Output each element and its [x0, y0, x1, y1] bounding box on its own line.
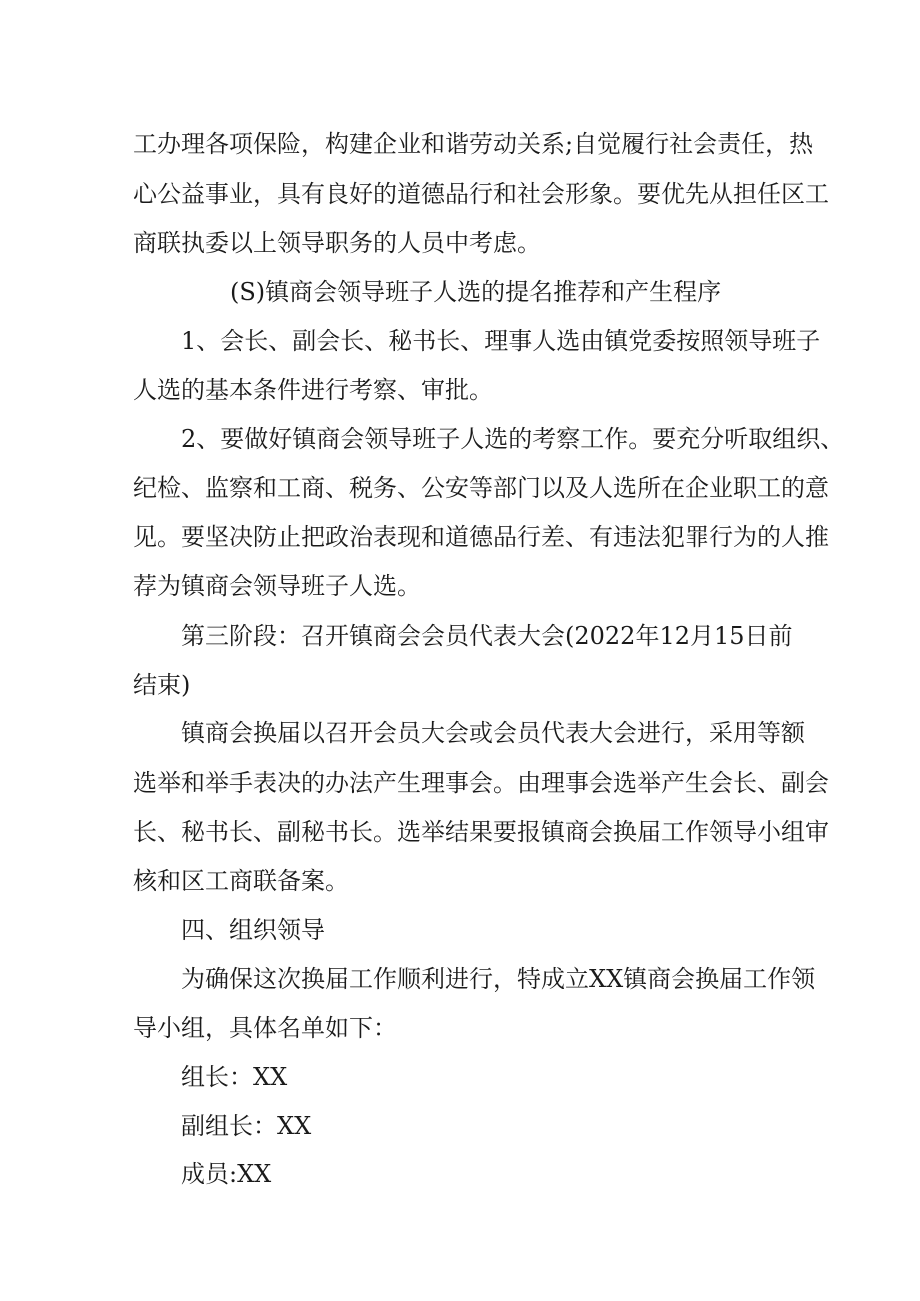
roster-leader: 组长：XX: [181, 1063, 288, 1091]
paragraph-line: 选举和举手表决的办法产生理事会。由理事会选举产生会长、副会: [133, 769, 829, 797]
stage-heading: 结束): [133, 671, 191, 699]
list-item-line: 纪检、监察和工商、税务、公安等部门以及人选所在企业职工的意: [133, 474, 829, 502]
list-item-line: 2、要做好镇商会领导班子人选的考察工作。要充分听取组织、: [181, 425, 845, 453]
paragraph-line: 导小组，具体名单如下：: [133, 1014, 397, 1042]
paragraph-line: 核和区工商联备案。: [133, 867, 349, 895]
paragraph-line: 为确保这次换届工作顺利进行，特成立XX镇商会换届工作领: [181, 965, 816, 993]
paragraph-line: 工办理各项保险，构建企业和谐劳动关系;自觉履行社会责任，热: [133, 130, 814, 158]
list-item-line: 人选的基本条件进行考察、审批。: [133, 376, 493, 404]
paragraph-line: 镇商会换届以召开会员大会或会员代表大会进行，采用等额: [181, 719, 805, 747]
roster-deputy: 副组长：XX: [181, 1112, 312, 1140]
section-heading: 四、组织领导: [181, 916, 325, 944]
roster-members: 成员:XX: [181, 1160, 272, 1188]
list-item-line: 1、会长、副会长、秘书长、理事人选由镇党委按照领导班子: [181, 327, 821, 355]
section-heading: (S)镇商会领导班子人选的提名推荐和产生程序: [230, 278, 722, 306]
paragraph-line: 心公益事业，具有良好的道德品行和社会形象。要优先从担任区工: [133, 180, 829, 208]
list-item-line: 荐为镇商会领导班子人选。: [133, 572, 421, 600]
list-item-line: 见。要坚决防止把政治表现和道德品行差、有违法犯罪行为的人推: [133, 523, 829, 551]
stage-heading: 第三阶段：召开镇商会会员代表大会(2022年12月15日前: [181, 622, 793, 650]
paragraph-line: 商联执委以上领导职务的人员中考虑。: [133, 229, 541, 257]
paragraph-line: 长、秘书长、副秘书长。选举结果要报镇商会换届工作领导小组审: [133, 818, 829, 846]
